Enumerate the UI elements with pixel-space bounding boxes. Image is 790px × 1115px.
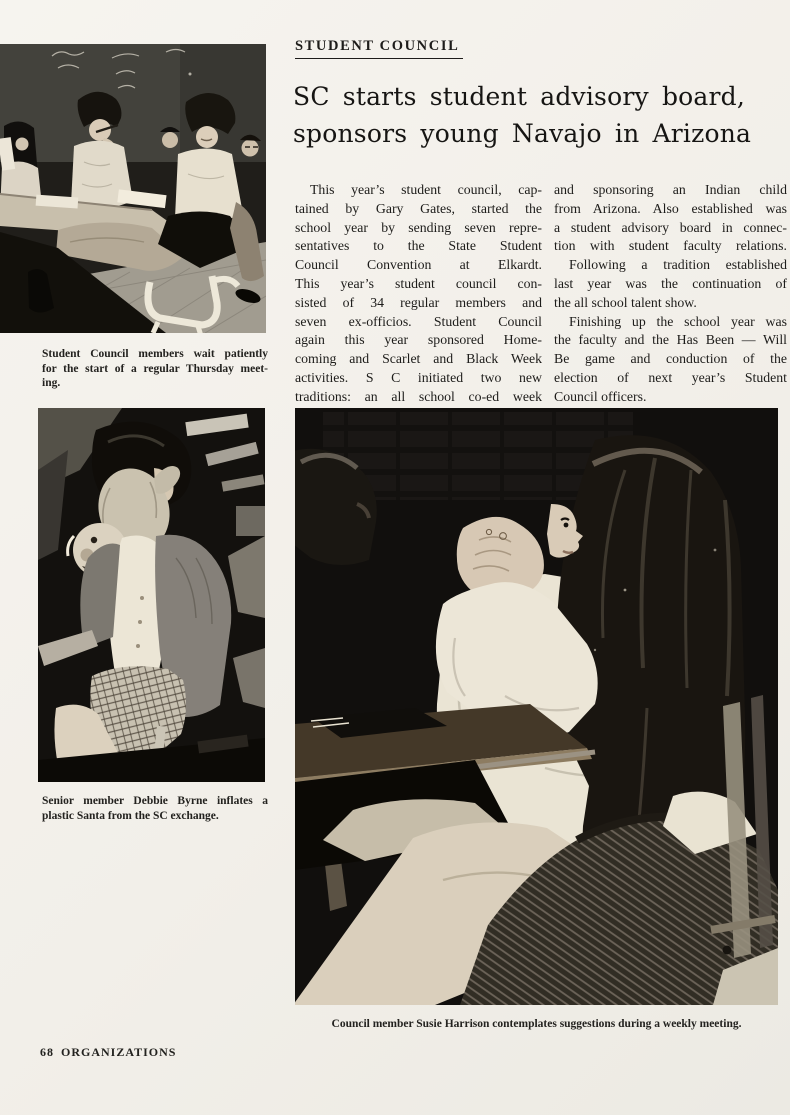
caption-line: ing.: [42, 377, 61, 389]
body-line: Following a tradition established: [569, 257, 787, 273]
page-folio: [40, 1045, 176, 1060]
caption-line: Student Council members wait patiently: [42, 348, 268, 360]
body-line: traditions: an all school co-ed week: [295, 388, 542, 404]
body-line: tion with student faculty relations.: [554, 238, 787, 254]
caption-line: plastic Santa from the SC exchange.: [42, 809, 219, 822]
caption-photo2: [42, 794, 268, 823]
body-line: last year was the continuation of: [554, 275, 787, 291]
headline-line1: SC starts student advisory board,: [293, 82, 746, 111]
body-line: sentatives to the State Student: [295, 238, 542, 254]
body-line: the all school talent show.: [554, 294, 697, 310]
page-section-label: ORGANIZATIONS: [61, 1045, 177, 1059]
caption-photo1: [42, 347, 268, 391]
body-line: from Arizona. Also established was: [554, 200, 787, 216]
body-line: a student advisory board in connec-: [554, 219, 787, 235]
headline-line2: sponsors young Navajo in Arizona: [293, 119, 752, 148]
body-line: tained by Gary Gates, started the: [295, 200, 542, 216]
caption-line: Senior member Debbie Byrne inflates a: [42, 795, 268, 807]
section-title: STUDENT COUNCIL: [295, 38, 463, 59]
headline: [293, 78, 751, 152]
body-line: again this year sponsored Home-: [295, 332, 542, 348]
photo-susie-harrison: [295, 408, 778, 1005]
body-line: the faculty and the Has Been — Will: [554, 332, 787, 348]
body-line: coming and Scarlet and Black Week: [295, 351, 542, 367]
classroom-photo-illustration: [0, 44, 266, 333]
body-line: Council officers.: [554, 388, 647, 404]
page-number: 68: [40, 1045, 54, 1059]
body-line: sisted of 34 regular members and: [295, 294, 542, 310]
body-line: seven ex-officios. Student Council: [295, 313, 542, 329]
body-line: This year’s student council, cap-: [310, 182, 542, 197]
body-line: This year’s student council con-: [295, 275, 542, 291]
photo-santa-exchange: [38, 408, 265, 782]
body-line: election of next year’s Student: [554, 369, 787, 385]
meeting-photo-illustration: [295, 408, 778, 1005]
body-line: Finishing up the school year was: [569, 313, 787, 329]
body-line: Be game and conduction of the: [554, 351, 787, 367]
photo-classroom: [0, 44, 266, 333]
article-column-1: [295, 181, 542, 407]
caption-line: for the start of a regular Thursday meet-: [42, 362, 268, 375]
article-column-2: [554, 181, 787, 407]
caption-photo3: Council member Susie Harrison contemplates suggestions during a weekly meeting.: [331, 1018, 742, 1030]
body-line: school year by sending seven repre-: [295, 219, 542, 235]
body-line: activities. S C initiated two new: [295, 369, 542, 385]
santa-photo-illustration: [38, 408, 265, 782]
body-line: Council Convention at Elkardt.: [295, 257, 542, 273]
body-line: and sponsoring an Indian child: [554, 182, 787, 197]
